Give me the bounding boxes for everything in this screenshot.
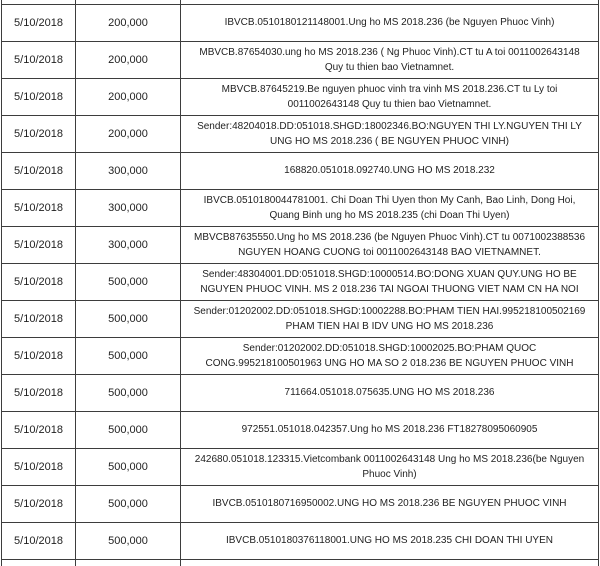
empty-cell xyxy=(181,559,599,566)
table-row xyxy=(2,115,599,152)
amount-cell: 500,000 xyxy=(76,411,181,448)
date-cell: 5/10/2018 xyxy=(2,263,76,300)
table-row xyxy=(2,152,599,189)
date-cell: 5/10/2018 xyxy=(2,485,76,522)
date-cell: 5/10/2018 xyxy=(2,411,76,448)
empty-cell xyxy=(76,559,181,566)
date-cell: 5/10/2018 xyxy=(2,152,76,189)
table-row xyxy=(2,226,599,263)
table-row xyxy=(2,78,599,115)
amount-cell: 300,000 xyxy=(76,189,181,226)
table-row xyxy=(2,485,599,522)
amount-cell: 200,000 xyxy=(76,115,181,152)
description-cell: Sender:01202002.DD:051018.SHGD:10002025.BO:PHAM QUOC CONG.995218100501963 UNG HO MA SO 2 018.236 BE NGUYEN PHUOC VINH xyxy=(181,337,599,374)
table-body xyxy=(2,0,599,566)
empty-cell xyxy=(2,559,76,566)
description-cell: 972551.051018.042357.Ung ho MS 2018.236 FT18278095060905 xyxy=(181,411,599,448)
amount-cell: 500,000 xyxy=(76,522,181,559)
table-row xyxy=(2,300,599,337)
description-cell: MBVCB.87645219.Be nguyen phuoc vinh tra vinh MS 2018.236.CT tu Ly toi 0011002643148 Quy tu thien bao Vietnamnet. xyxy=(181,78,599,115)
description-cell: MBVCB87635550.Ung ho MS 2018.236 (be Nguyen Phuoc Vinh).CT tu 0071002388536 NGUYEN HOANG CUONG toi 0011002643148 BAO VIETNAMNET. xyxy=(181,226,599,263)
date-cell: 5/10/2018 xyxy=(2,522,76,559)
description-cell: 242680.051018.123315.Vietcombank 0011002643148 Ung ho MS 2018.236(be Nguyen Phuoc Vinh) xyxy=(181,448,599,485)
table-row xyxy=(2,448,599,485)
date-cell: 5/10/2018 xyxy=(2,41,76,78)
description-cell: Sender:48204018.DD:051018.SHGD:18002346.BO:NGUYEN THI LY.NGUYEN THI LY UNG HO MS 2018.236 ( BE NGUYEN PHUOC VINH) xyxy=(181,115,599,152)
description-cell: IBVCB.0510180376118001.UNG HO MS 2018.235 CHI DOAN THI UYEN xyxy=(181,522,599,559)
amount-cell: 200,000 xyxy=(76,41,181,78)
date-cell: 5/10/2018 xyxy=(2,226,76,263)
table-row xyxy=(2,263,599,300)
donation-transactions-table xyxy=(1,0,599,566)
amount-cell: 500,000 xyxy=(76,263,181,300)
date-cell: 5/10/2018 xyxy=(2,374,76,411)
table-row xyxy=(2,4,599,41)
description-cell: IBVCB.0510180716950002.UNG HO MS 2018.236 BE NGUYEN PHUOC VINH xyxy=(181,485,599,522)
date-cell: 5/10/2018 xyxy=(2,4,76,41)
description-cell: 168820.051018.092740.UNG HO MS 2018.232 xyxy=(181,152,599,189)
cut-off-row-bottom xyxy=(2,559,599,566)
table-row xyxy=(2,41,599,78)
date-cell: 5/10/2018 xyxy=(2,337,76,374)
amount-cell: 200,000 xyxy=(76,4,181,41)
description-cell: Sender:01202002.DD:051018.SHGD:10002288.BO:PHAM TIEN HAI.995218100502169 PHAM TIEN HAI B IDV UNG HO MS 2018.236 xyxy=(181,300,599,337)
table-row xyxy=(2,189,599,226)
amount-cell: 300,000 xyxy=(76,226,181,263)
amount-cell: 500,000 xyxy=(76,485,181,522)
amount-cell: 500,000 xyxy=(76,337,181,374)
table-row xyxy=(2,337,599,374)
table-row xyxy=(2,411,599,448)
date-cell: 5/10/2018 xyxy=(2,300,76,337)
amount-cell: 200,000 xyxy=(76,78,181,115)
date-cell: 5/10/2018 xyxy=(2,448,76,485)
table-row xyxy=(2,522,599,559)
description-cell: IBVCB.0510180044781001. Chi Doan Thi Uyen thon My Canh, Bao Linh, Dong Hoi, Quang Binh ung ho MS 2018.235 (chi Doan Thi Uyen) xyxy=(181,189,599,226)
date-cell: 5/10/2018 xyxy=(2,115,76,152)
description-cell: 711664.051018.075635.UNG HO MS 2018.236 xyxy=(181,374,599,411)
amount-cell: 500,000 xyxy=(76,374,181,411)
amount-cell: 500,000 xyxy=(76,448,181,485)
date-cell: 5/10/2018 xyxy=(2,189,76,226)
table-row xyxy=(2,374,599,411)
amount-cell: 300,000 xyxy=(76,152,181,189)
description-cell: Sender:48304001.DD:051018.SHGD:10000514.BO:DONG XUAN QUY.UNG HO BE NGUYEN PHUOC VINH. MS 2 018.236 TAI NGOAI THUONG VIET NAM CN HA NOI xyxy=(181,263,599,300)
date-cell: 5/10/2018 xyxy=(2,78,76,115)
description-cell: IBVCB.0510180121148001.Ung ho MS 2018.236 (be Nguyen Phuoc Vinh) xyxy=(181,4,599,41)
amount-cell: 500,000 xyxy=(76,300,181,337)
description-cell: MBVCB.87654030.ung ho MS 2018.236 ( Ng Phuoc Vinh).CT tu A toi 0011002643148 Quy tu thien bao Vietnamnet. xyxy=(181,41,599,78)
